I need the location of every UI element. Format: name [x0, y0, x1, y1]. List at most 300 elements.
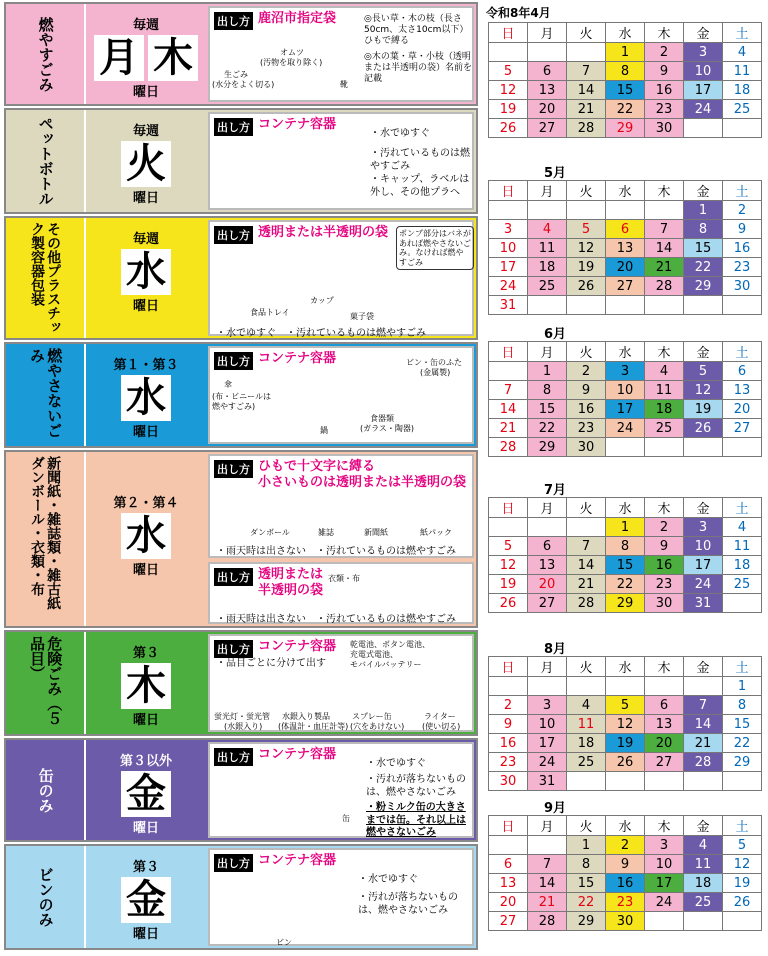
weekday-header: 火: [567, 342, 606, 362]
row-hazardous: [4, 630, 478, 736]
day-cell: [528, 43, 567, 62]
calendar-era: 令和8年4月: [486, 6, 551, 20]
day-cell: 19: [723, 874, 762, 893]
item-label: 缶: [342, 814, 350, 823]
weekday-header: 水: [606, 657, 645, 677]
day-cell: [684, 677, 723, 696]
day-cell: 28: [567, 119, 606, 138]
day-cell: 5: [723, 836, 762, 855]
day-cell: [684, 438, 723, 457]
day-cell: 25: [528, 277, 567, 296]
day-cell: 29: [606, 594, 645, 613]
note: ・キャップ、ラベルは外し、その他プラへ: [370, 174, 470, 198]
note: ◎長い草・木の枝（長さ50cm、太さ10cm以下）ひもで縛る: [364, 14, 469, 46]
day-cell: 23: [723, 258, 762, 277]
category-label: 危険ごみ（５品目）: [28, 636, 64, 726]
day-cell: 17: [645, 874, 684, 893]
day-cell: [567, 772, 606, 791]
day-cell: 29: [684, 277, 723, 296]
day-cell: 5: [684, 362, 723, 381]
day-cell: [489, 362, 528, 381]
info-panel: [208, 454, 474, 558]
day-cell: [684, 119, 723, 138]
day-cell: 24: [684, 100, 723, 119]
weekday-header: 日: [489, 498, 528, 518]
day-cell: 2: [723, 201, 762, 220]
day-cell: 29: [723, 753, 762, 772]
weekday-header: 水: [606, 23, 645, 43]
info-panel: [208, 112, 474, 210]
day-cell: 17: [684, 556, 723, 575]
day-cell: 3: [606, 362, 645, 381]
note: ◎木の葉・草・小枝（透明または半透明の袋）名前を記載: [364, 52, 473, 84]
day-cell: 28: [567, 594, 606, 613]
day-cell: 25: [723, 100, 762, 119]
day-cell: [489, 677, 528, 696]
weekday-header: 金: [684, 816, 723, 836]
method-text: 鹿沼市指定袋: [258, 11, 337, 26]
day-cell: 22: [684, 258, 723, 277]
day-cell: [645, 912, 684, 931]
weekday-header: 金: [684, 342, 723, 362]
day-cell: [567, 43, 606, 62]
day-cell: [567, 201, 606, 220]
day-cell: 11: [723, 62, 762, 81]
day-cell: 31: [528, 772, 567, 791]
weekday-header: 月: [528, 342, 567, 362]
day-cell: [684, 912, 723, 931]
item-label: 食器類: [370, 414, 394, 423]
weekday-header: 土: [723, 816, 762, 836]
day-cell: 12: [489, 556, 528, 575]
day-cell: 20: [528, 575, 567, 594]
day-cell: 6: [606, 220, 645, 239]
category-label: 新聞紙・雑誌類・雑古紙ダンボール・衣類・布: [29, 456, 62, 610]
day-cell: 11: [567, 715, 606, 734]
day-cell: 10: [606, 381, 645, 400]
day-cell: 1: [606, 518, 645, 537]
day-cell: 15: [606, 556, 645, 575]
day-cell: [645, 772, 684, 791]
method-text: 透明または半透明の袋: [258, 225, 389, 240]
category-label: 燃やすごみ: [36, 16, 55, 92]
day-cell: 29: [528, 438, 567, 457]
day-cell: 23: [606, 893, 645, 912]
col-label: スプレー缶: [352, 712, 392, 721]
day-cell: 11: [684, 855, 723, 874]
method-text: 半透明の袋: [258, 583, 324, 598]
day-cell: 30: [489, 772, 528, 791]
day-cell: [528, 836, 567, 855]
day-cell: 9: [723, 220, 762, 239]
day-cell: 6: [528, 62, 567, 81]
day-cell: [528, 201, 567, 220]
method-badge: 出し方: [214, 226, 253, 244]
weekday-header: 土: [723, 498, 762, 518]
yobi: 曜日: [132, 563, 159, 578]
yobi: 曜日: [132, 299, 159, 314]
col-label: 蛍光灯・蛍光管: [214, 712, 270, 721]
day-cell: [723, 296, 762, 315]
yobi: 曜日: [132, 713, 159, 728]
day-char: 火: [121, 141, 171, 187]
day-cell: 1: [606, 43, 645, 62]
day-cell: 31: [489, 296, 528, 315]
day-cell: 5: [489, 62, 528, 81]
method-badge: 出し方: [214, 460, 253, 478]
day-cell: 5: [606, 696, 645, 715]
day-cell: 26: [606, 753, 645, 772]
day-cell: 8: [528, 381, 567, 400]
day-cell: 19: [567, 258, 606, 277]
day-cell: 17: [606, 400, 645, 419]
day-cell: 30: [645, 119, 684, 138]
note: ・水でゆすぐ: [358, 874, 418, 885]
weekday-header: 木: [645, 816, 684, 836]
day-cell: 18: [723, 556, 762, 575]
frequency: 第１・第３: [113, 358, 179, 373]
weekday-header: 日: [489, 23, 528, 43]
day-cell: 21: [645, 258, 684, 277]
day-cell: 22: [723, 734, 762, 753]
day-cell: 29: [567, 912, 606, 931]
day-cell: 21: [489, 419, 528, 438]
item-label: 充電式電池、: [350, 650, 398, 659]
weekday-header: 水: [606, 181, 645, 201]
row-pet-bottle: [4, 108, 478, 214]
method-badge: 出し方: [214, 12, 253, 30]
footer-note: ・雨天時は出さない ・汚れているものは燃やすごみ: [216, 614, 456, 625]
day-cell: 24: [645, 893, 684, 912]
row-paper-cloth: [4, 450, 478, 628]
day-cell: 23: [489, 753, 528, 772]
method-text: コンテナ容器: [258, 853, 337, 868]
day-cell: 31: [684, 594, 723, 613]
day-char: 木: [148, 35, 198, 81]
day-cell: [528, 296, 567, 315]
method-badge: 出し方: [214, 640, 253, 658]
month-table: [488, 180, 762, 315]
day-cell: 28: [528, 912, 567, 931]
weekday-header: 金: [684, 498, 723, 518]
day-cell: 20: [606, 258, 645, 277]
day-cell: 27: [528, 119, 567, 138]
day-cell: 18: [723, 81, 762, 100]
day-cell: 1: [723, 677, 762, 696]
day-char: 水: [121, 375, 171, 421]
day-cell: 12: [606, 715, 645, 734]
col-label: ライター: [424, 712, 456, 721]
footer-note: ・水でゆすぐ ・汚れているものは燃やすごみ: [216, 328, 426, 339]
day-cell: 20: [645, 734, 684, 753]
day-cell: 23: [645, 575, 684, 594]
day-cell: [489, 201, 528, 220]
day-cell: 15: [567, 874, 606, 893]
weekday-header: 土: [723, 657, 762, 677]
weekday-header: 木: [645, 342, 684, 362]
weekday-header: 土: [723, 181, 762, 201]
item-label: (金属製): [420, 368, 451, 377]
day-cell: 7: [489, 381, 528, 400]
method-badge: 出し方: [214, 352, 253, 370]
note: ・水でゆすぐ: [370, 128, 430, 139]
day-cell: [723, 594, 762, 613]
day-cell: 16: [606, 874, 645, 893]
day-cell: 9: [567, 381, 606, 400]
day-cell: 14: [528, 874, 567, 893]
weekday-header: 火: [567, 498, 606, 518]
weekday-header: 月: [528, 657, 567, 677]
day-char: 木: [121, 663, 171, 709]
day-box: [84, 632, 206, 734]
month-table: [488, 22, 762, 138]
weekday-header: 月: [528, 816, 567, 836]
day-cell: [723, 912, 762, 931]
day-cell: 7: [567, 537, 606, 556]
item-label: (布・ビニールは: [212, 392, 271, 401]
day-cell: 27: [645, 753, 684, 772]
day-cell: 10: [528, 715, 567, 734]
day-cell: 3: [489, 220, 528, 239]
month-table: [488, 497, 762, 613]
footer-note: ・雨天時は出さない ・汚れているものは燃やすごみ: [216, 546, 456, 557]
day-cell: 3: [528, 696, 567, 715]
weekday-header: 水: [606, 342, 645, 362]
day-cell: 17: [489, 258, 528, 277]
day-cell: 14: [645, 239, 684, 258]
weekday-header: 木: [645, 657, 684, 677]
weekday-header: 木: [645, 181, 684, 201]
month-title: 9月: [544, 801, 567, 816]
day-cell: 30: [567, 438, 606, 457]
day-cell: 4: [723, 518, 762, 537]
info-panel: [208, 220, 474, 339]
note: ・水でゆすぐ: [366, 758, 426, 769]
day-cell: 17: [684, 81, 723, 100]
day-cell: 6: [723, 362, 762, 381]
day-cell: 22: [528, 419, 567, 438]
day-cell: 20: [489, 893, 528, 912]
frequency: 毎週: [132, 232, 159, 247]
category-label: ペットボトル: [36, 116, 55, 206]
month-table: [488, 815, 762, 931]
weekday-header: 金: [684, 23, 723, 43]
weekday-header: 火: [567, 816, 606, 836]
day-cell: [645, 201, 684, 220]
day-cell: 15: [723, 715, 762, 734]
day-cell: 27: [528, 594, 567, 613]
day-cell: 11: [645, 381, 684, 400]
day-cell: 11: [528, 239, 567, 258]
day-cell: 26: [723, 893, 762, 912]
day-cell: 19: [606, 734, 645, 753]
row-plastic: [4, 216, 478, 340]
day-cell: 15: [528, 400, 567, 419]
info-panel: [208, 346, 474, 444]
day-cell: 1: [528, 362, 567, 381]
day-cell: 13: [489, 874, 528, 893]
day-cell: [489, 43, 528, 62]
day-cell: 7: [684, 696, 723, 715]
item-label: (汚物を取り除く): [260, 58, 323, 67]
category-label: 缶のみ: [36, 767, 55, 813]
method-text: コンテナ容器: [258, 117, 337, 132]
day-cell: 13: [528, 81, 567, 100]
day-char: 金: [121, 771, 171, 817]
day-cell: 14: [684, 715, 723, 734]
day-box: [84, 846, 206, 948]
yobi: 曜日: [132, 821, 159, 836]
day-cell: 14: [489, 400, 528, 419]
item-label: 乾電池、ボタン電池、: [350, 640, 430, 649]
day-cell: [684, 772, 723, 791]
day-cell: 27: [606, 277, 645, 296]
day-cell: [645, 677, 684, 696]
weekday-header: 月: [528, 23, 567, 43]
day-cell: 6: [528, 537, 567, 556]
day-cell: 26: [489, 594, 528, 613]
day-cell: 19: [489, 575, 528, 594]
day-cell: 8: [684, 220, 723, 239]
item-label: ビン・缶のふた: [406, 358, 462, 367]
method-text: 小さいものは透明または半透明の袋: [258, 475, 467, 490]
day-cell: 25: [645, 419, 684, 438]
day-cell: 12: [684, 381, 723, 400]
day-box: [84, 110, 206, 212]
day-cell: 25: [723, 575, 762, 594]
weekday-header: 日: [489, 181, 528, 201]
day-cell: 3: [684, 43, 723, 62]
frequency: 第３: [132, 860, 159, 875]
day-cell: 1: [567, 836, 606, 855]
day-cell: 4: [528, 220, 567, 239]
category-label: ビンのみ: [36, 867, 55, 927]
day-box: [84, 218, 206, 338]
weekday-header: 木: [645, 498, 684, 518]
day-cell: 23: [567, 419, 606, 438]
day-cell: 22: [606, 100, 645, 119]
day-cell: 4: [567, 696, 606, 715]
row-burnable: [4, 2, 478, 106]
day-cell: 25: [567, 753, 606, 772]
yobi: 曜日: [132, 191, 159, 206]
item-label: (水分をよく切る): [212, 80, 275, 89]
day-cell: 16: [645, 556, 684, 575]
info-panel: [208, 634, 474, 732]
day-box: [84, 740, 206, 840]
day-cell: 24: [606, 419, 645, 438]
day-cell: 30: [723, 277, 762, 296]
day-cell: 18: [528, 258, 567, 277]
month-table: [488, 341, 762, 457]
day-cell: 1: [684, 201, 723, 220]
day-cell: [606, 677, 645, 696]
day-box: [84, 4, 206, 104]
day-cell: 26: [684, 419, 723, 438]
method-text: コンテナ容器: [258, 747, 337, 762]
frequency: 毎週: [132, 18, 159, 33]
day-char: 水: [121, 249, 171, 295]
day-cell: 21: [684, 734, 723, 753]
item-label: ダンボール: [250, 528, 290, 537]
day-cell: 9: [489, 715, 528, 734]
day-cell: 20: [723, 400, 762, 419]
weekday-header: 土: [723, 23, 762, 43]
day-cell: 27: [723, 419, 762, 438]
day-char: 月: [94, 35, 144, 81]
day-cell: 15: [684, 239, 723, 258]
day-cell: 24: [489, 277, 528, 296]
col-label: 水銀入り製品: [282, 712, 330, 721]
weekday-header: 金: [684, 657, 723, 677]
day-cell: 14: [567, 81, 606, 100]
col-label: (穴をあけない): [350, 722, 405, 731]
day-cell: 28: [645, 277, 684, 296]
note-box: ポンプ部分はバネがあれば燃やさないごみ。なければ燃やすごみ: [396, 226, 474, 270]
day-cell: 10: [645, 855, 684, 874]
day-cell: 24: [684, 575, 723, 594]
day-cell: 26: [567, 277, 606, 296]
item-label: 新聞紙: [364, 528, 388, 537]
day-cell: 20: [528, 100, 567, 119]
month-table: [488, 656, 762, 791]
item-label: 鍋: [320, 426, 328, 435]
day-cell: 2: [645, 43, 684, 62]
day-cell: [606, 438, 645, 457]
row-non-burnable: [4, 342, 478, 448]
weekday-header: 月: [528, 181, 567, 201]
day-cell: 16: [645, 81, 684, 100]
day-char: 金: [121, 877, 171, 923]
item-label: 燃やすごみ): [212, 402, 256, 411]
method-badge: 出し方: [214, 568, 253, 586]
method-text: コンテナ容器: [258, 351, 337, 366]
category-label: 燃やさないごみ: [28, 348, 64, 438]
method-text: ひもで十文字に縛る: [258, 459, 376, 474]
day-cell: [723, 438, 762, 457]
weekday-header: 日: [489, 816, 528, 836]
day-cell: 29: [606, 119, 645, 138]
day-cell: 8: [606, 62, 645, 81]
day-cell: 21: [528, 893, 567, 912]
day-cell: 5: [567, 220, 606, 239]
day-cell: 12: [567, 239, 606, 258]
yobi: 曜日: [132, 425, 159, 440]
day-char: 水: [121, 513, 171, 559]
day-cell: 5: [489, 537, 528, 556]
day-cell: [528, 518, 567, 537]
method-text: 透明または: [258, 567, 324, 582]
row-cans: [4, 738, 478, 842]
day-cell: [723, 772, 762, 791]
day-cell: 3: [684, 518, 723, 537]
day-cell: 4: [684, 836, 723, 855]
note: ・汚れが落ちないものは、燃やさないごみ: [358, 892, 458, 916]
item-label: モバイルバッテリー: [350, 660, 422, 669]
day-cell: 9: [645, 537, 684, 556]
day-cell: 7: [645, 220, 684, 239]
note: ・品目ごとに分けて出す: [216, 658, 326, 669]
day-cell: 13: [606, 239, 645, 258]
note: ・汚れているものは燃やすごみ: [370, 148, 470, 172]
day-cell: [645, 296, 684, 315]
category-label: その他プラスチック製容器包装: [29, 222, 62, 334]
weekday-header: 火: [567, 23, 606, 43]
day-cell: 21: [567, 100, 606, 119]
row-bottles: [4, 844, 478, 950]
day-cell: [567, 518, 606, 537]
item-label: オムツ: [280, 48, 304, 57]
